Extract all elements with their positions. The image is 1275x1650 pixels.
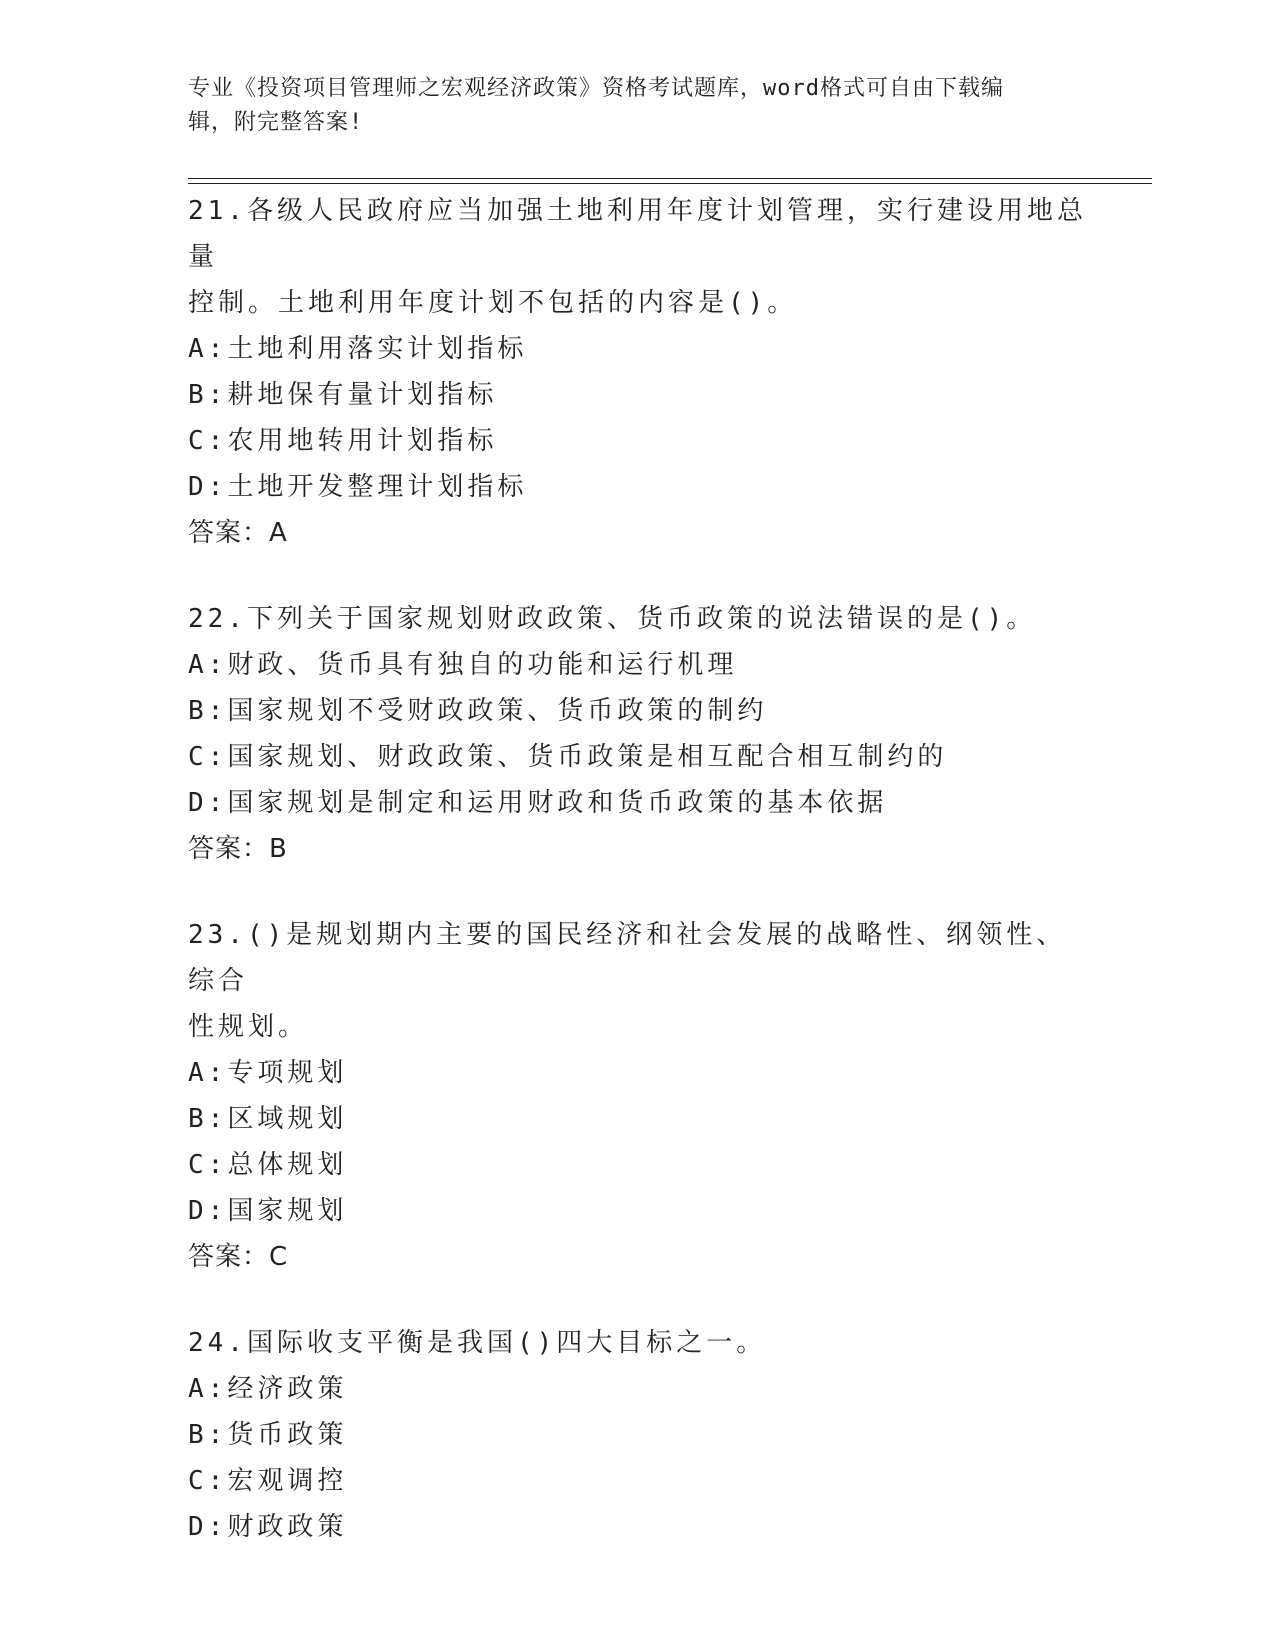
question-list — [188, 188, 1088, 1590]
option-d — [188, 1188, 1088, 1234]
option-d — [188, 464, 1088, 510]
option-c — [188, 418, 1088, 464]
option-text: 宏观调控 — [227, 1466, 348, 1496]
option-b — [188, 372, 1088, 418]
option-a — [188, 1366, 1088, 1412]
option-text: 货币政策 — [227, 1420, 348, 1450]
option-a — [188, 326, 1088, 372]
option-text: 财政、货币具有独自的功能和运行机理 — [227, 650, 738, 680]
header-rule-top — [188, 178, 1152, 179]
answer-line: 答案：C — [188, 1242, 289, 1272]
answer-line: 答案：A — [188, 518, 288, 548]
option-letter: B: — [188, 1420, 228, 1450]
option-letter: A: — [188, 1374, 228, 1404]
option-text: 总体规划 — [227, 1150, 348, 1180]
option-letter: C: — [188, 742, 228, 772]
option-b — [188, 688, 1088, 734]
answer-line: 答案：B — [188, 834, 288, 864]
option-letter: C: — [188, 426, 228, 456]
header-line-2: 辑，附完整答案! — [188, 110, 364, 135]
option-a — [188, 1050, 1088, 1096]
option-c — [188, 1142, 1088, 1188]
option-text: 区域规划 — [227, 1104, 348, 1134]
option-letter: C: — [188, 1466, 228, 1496]
document-header — [188, 72, 1088, 140]
option-letter: C: — [188, 1150, 228, 1180]
option-text: 经济政策 — [227, 1374, 348, 1404]
option-text: 国家规划、财政政策、货币政策是相互配合相互制约的 — [227, 742, 948, 772]
option-c — [188, 1458, 1088, 1504]
header-rule-bottom — [188, 183, 1152, 184]
header-line-1: 专业《投资项目管理师之宏观经济政策》资格考试题库，word格式可自由下载编 — [188, 76, 1004, 101]
question-stem-line: 22.下列关于国家规划财政政策、货币政策的说法错误的是()。 — [188, 604, 1037, 634]
option-letter: B: — [188, 696, 228, 726]
question-21 — [188, 188, 1088, 556]
option-letter: D: — [188, 788, 228, 818]
option-letter: D: — [188, 1512, 228, 1542]
option-letter: A: — [188, 650, 228, 680]
option-text: 财政政策 — [227, 1512, 348, 1542]
option-letter: D: — [188, 1196, 228, 1226]
option-letter: B: — [188, 380, 228, 410]
option-text: 国家规划 — [227, 1196, 348, 1226]
question-stem-line: 23.()是规划期内主要的国民经济和社会发展的战略性、纲领性、综合 — [188, 920, 1067, 996]
option-letter: D: — [188, 472, 228, 502]
question-24 — [188, 1320, 1088, 1550]
option-c — [188, 734, 1088, 780]
option-text: 耕地保有量计划指标 — [227, 380, 498, 410]
question-stem-line: 性规划。 — [188, 1012, 309, 1042]
option-text: 专项规划 — [227, 1058, 348, 1088]
question-stem-line: 控制。土地利用年度计划不包括的内容是()。 — [188, 288, 798, 318]
option-text: 土地利用落实计划指标 — [227, 334, 528, 364]
option-text: 土地开发整理计划指标 — [227, 472, 528, 502]
option-text: 农用地转用计划指标 — [227, 426, 498, 456]
option-letter: A: — [188, 334, 228, 364]
question-stem-line: 21.各级人民政府应当加强土地利用年度计划管理，实行建设用地总量 — [188, 196, 1087, 272]
option-b — [188, 1096, 1088, 1142]
question-stem-line: 24.国际收支平衡是我国()四大目标之一。 — [188, 1328, 767, 1358]
option-text: 国家规划不受财政政策、货币政策的制约 — [227, 696, 768, 726]
option-d — [188, 1504, 1088, 1550]
option-letter: B: — [188, 1104, 228, 1134]
option-b — [188, 1412, 1088, 1458]
option-letter: A: — [188, 1058, 228, 1088]
question-23 — [188, 912, 1088, 1280]
option-d — [188, 780, 1088, 826]
option-a — [188, 642, 1088, 688]
question-22 — [188, 596, 1088, 872]
option-text: 国家规划是制定和运用财政和货币政策的基本依据 — [227, 788, 888, 818]
